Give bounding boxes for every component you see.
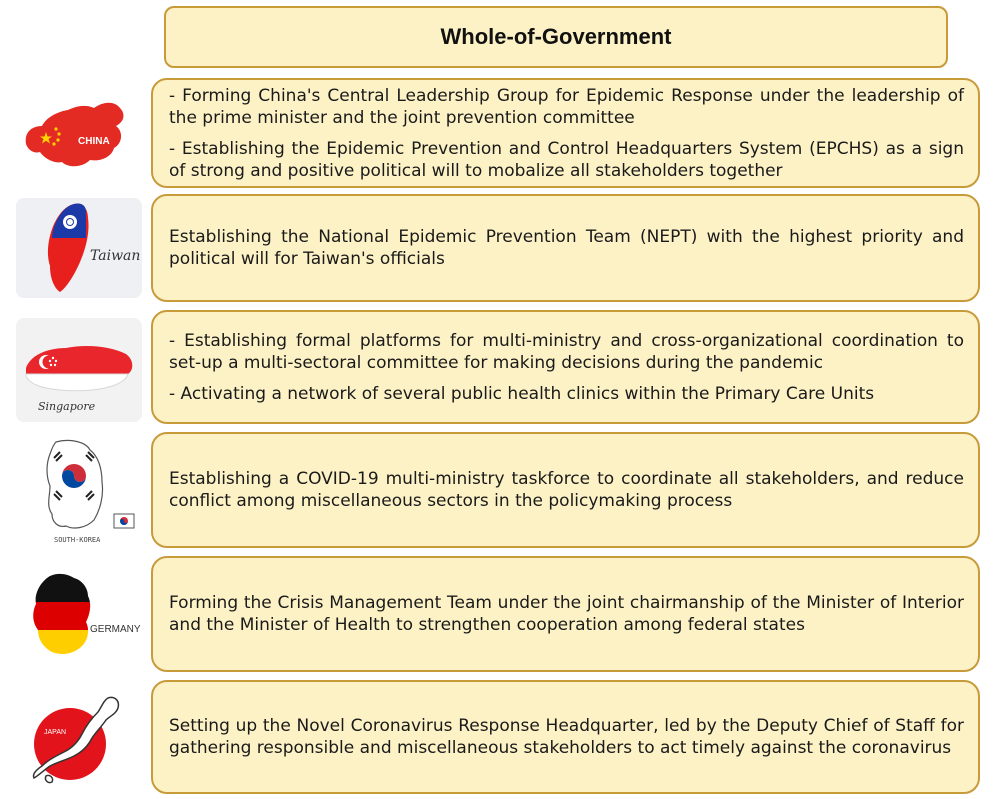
japan-label: JAPAN <box>44 729 67 736</box>
china-map-flag-icon <box>16 96 142 172</box>
taiwan-line-1: Establishing the National Epidemic Prevention Team (NEPT) with the highest priority and political will for Taiwan's officials <box>169 227 964 269</box>
south-korea-row-box <box>151 432 980 548</box>
singapore-label: Singapore <box>38 400 96 413</box>
japan-map-flag-icon <box>16 690 142 794</box>
germany-line-1: Forming the Crisis Management Team under the joint chairmanship of the Minister of Interior and the Minister of Health to strengthen cooperation among federal states <box>169 593 964 635</box>
japan-line-1: Setting up the Novel Coronavirus Response Headquarter, led by the Deputy Chief of Staff for gathering responsible and miscellaneous stakeholders to act timely against the coronavirus <box>169 716 964 758</box>
singapore-line-1: - Establishing formal platforms for multi-ministry and cross-organizational coordination to set-up a multi-sectoral committee for making decisions during the pandemic <box>169 330 964 373</box>
germany-label: GERMANY <box>90 624 141 635</box>
china-line-2: - Establishing the Epidemic Prevention and Control Headquarters System (EPCHS) as a sign of strong and positive political will to mobalize all stakeholders together <box>169 138 964 181</box>
singapore-row-box <box>151 310 980 424</box>
germany-map-flag-icon <box>16 570 142 660</box>
germany-row-box <box>151 556 980 672</box>
south-korea-line-1: Establishing a COVID-19 multi-ministry taskforce to coordinate all stakeholders, and reduce conflict among miscellaneous sectors in the policymaking process <box>169 469 964 511</box>
south-korea-label: SOUTH-KOREA <box>54 536 101 544</box>
south-korea-map-flag-icon <box>16 436 142 546</box>
japan-row-box <box>151 680 980 794</box>
singapore-map-flag-icon <box>16 318 142 422</box>
china-line-1: - Forming China's Central Leadership Group for Epidemic Response under the leadership of the prime minister and the joint prevention committee <box>169 85 964 128</box>
diagram-title: Whole-of-Government <box>440 24 672 49</box>
taiwan-row-box <box>151 194 980 302</box>
china-label: CHINA <box>78 136 110 147</box>
diagram-title-box <box>164 6 948 68</box>
taiwan-label: Taiwan <box>90 248 141 264</box>
singapore-line-2: - Activating a network of several public health clinics within the Primary Care Units <box>169 383 875 404</box>
china-row-box <box>151 78 980 188</box>
taiwan-map-flag-icon <box>16 198 142 298</box>
